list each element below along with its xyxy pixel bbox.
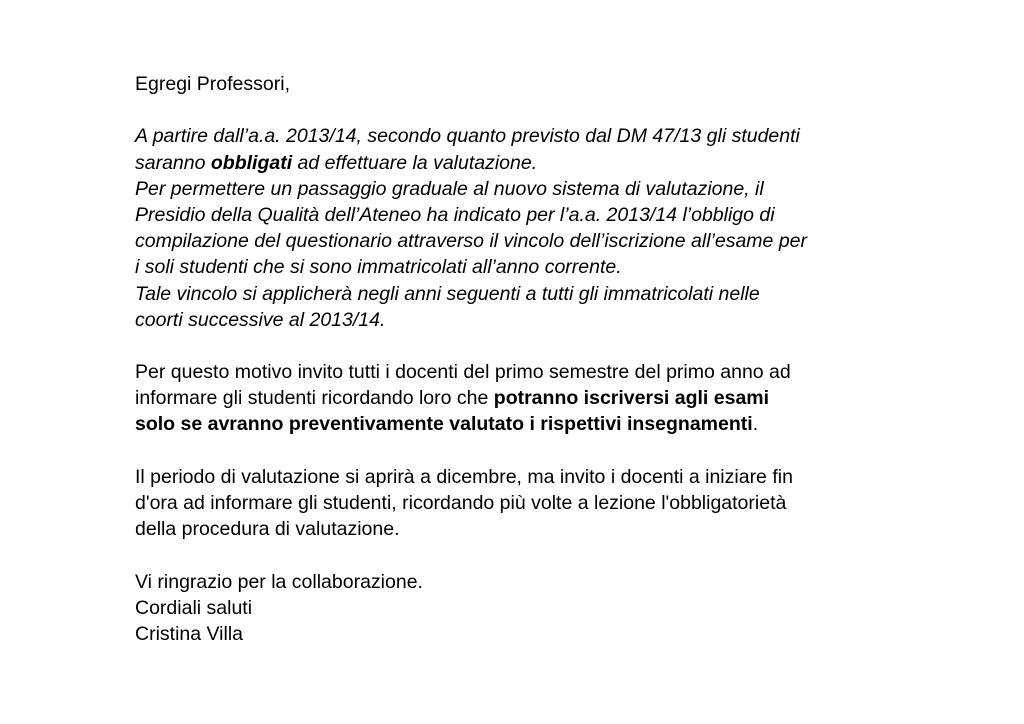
request-line (135, 411, 935, 437)
intro-text: saranno (135, 151, 211, 174)
paragraph-gap (135, 333, 935, 359)
request-text: . (752, 413, 759, 436)
intro-text: ad effettuare la valutazione. (292, 151, 538, 174)
intro-line (135, 150, 935, 176)
closing-thanks: Vi ringrazio per la collaborazione. (135, 570, 423, 593)
intro-line: i soli studenti che si sono immatricolati all’anno corrente. (135, 256, 622, 279)
intro-paragraph (135, 123, 935, 333)
paragraph-gap (135, 97, 935, 123)
closing (135, 569, 935, 648)
intro-line: Tale vincolo si applicherà negli anni seguenti a tutti gli immatricolati nelle (135, 282, 760, 305)
emphasis-obbligati: obbligati (210, 151, 293, 174)
period-line: d'ora ad informare gli studenti, ricordando più volte a lezione l'obbligatorietà (135, 492, 787, 514)
letter-body (135, 71, 935, 647)
intro-line: Presidio della Qualità dell’Ateneo ha indicato per l’a.a. 2013/14 l’obbligo di (135, 203, 775, 226)
salutation: Egregi Professori, (135, 73, 290, 95)
emphasis-iscriversi: potranno iscriversi agli esami (493, 387, 770, 410)
closing-regards: Cordiali saluti (135, 596, 253, 619)
intro-line: coorti successive al 2013/14. (135, 308, 386, 331)
request-paragraph (135, 359, 935, 438)
period-line: della procedura di valutazione. (135, 518, 400, 541)
period-paragraph (135, 464, 935, 543)
intro-line: A partire dall’a.a. 2013/14, secondo quanto previsto dal DM 47/13 gli studenti (135, 125, 800, 148)
request-line (135, 385, 935, 411)
intro-line: compilazione del questionario attraverso il vincolo dell’iscrizione all’esame per (135, 230, 807, 253)
paragraph-gap (135, 438, 935, 464)
emphasis-valutato: solo se avranno preventivamente valutato i rispettivi insegnamenti (135, 413, 753, 436)
request-text: informare gli studenti ricordando loro che (135, 387, 494, 410)
signature-name: Cristina Villa (135, 622, 244, 645)
intro-line: Per permettere un passaggio graduale al nuovo sistema di valutazione, il (135, 177, 764, 200)
period-line: Il periodo di valutazione si aprirà a dicembre, ma invito i docenti a iniziare fin (135, 465, 793, 488)
paragraph-gap (135, 542, 935, 568)
request-line: Per questo motivo invito tutti i docenti del primo semestre del primo anno ad (135, 361, 791, 384)
